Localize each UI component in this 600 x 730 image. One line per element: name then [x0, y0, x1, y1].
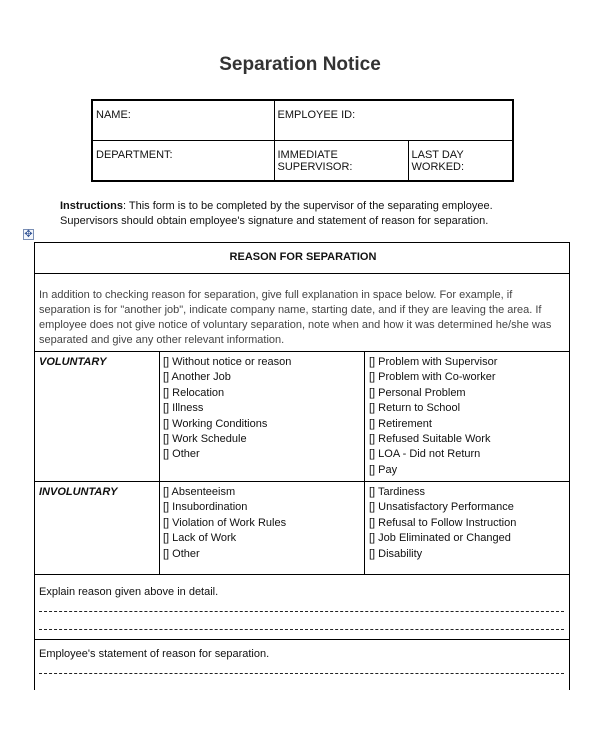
- checkbox-option[interactable]: [] Retirement: [369, 417, 432, 430]
- checkbox-option[interactable]: [] Problem with Supervisor: [369, 356, 498, 368]
- checkbox-option[interactable]: [] Absenteeism: [163, 486, 236, 498]
- explain-reason-label: Explain reason given above in detail.: [39, 586, 219, 598]
- involuntary-options-right: [369, 485, 516, 562]
- employee-id-label: EMPLOYEE ID:: [277, 109, 356, 121]
- column-divider: [159, 351, 160, 575]
- checkbox-option[interactable]: [] Relocation: [163, 386, 225, 399]
- reason-title: REASON FOR SEPARATION: [229, 251, 377, 263]
- voluntary-options-left: [163, 355, 291, 463]
- employee-id-field[interactable]: [274, 100, 513, 140]
- checkbox-option[interactable]: [] Refused Suitable Work: [369, 432, 491, 445]
- checkbox-option[interactable]: [] Unsatisfactory Performance: [369, 501, 514, 514]
- statement-line[interactable]: [39, 673, 564, 674]
- last-day-field[interactable]: [408, 140, 513, 181]
- checkbox-option[interactable]: [] Personal Problem: [369, 386, 466, 399]
- page-title: Separation Notice: [219, 54, 381, 75]
- checkbox-option[interactable]: [] Refusal to Follow Instruction: [369, 516, 517, 529]
- checkbox-option[interactable]: [] Working Conditions: [163, 417, 268, 430]
- checkbox-option[interactable]: [] Return to School: [369, 402, 461, 415]
- divider: [35, 273, 569, 274]
- explain-line[interactable]: [39, 629, 564, 630]
- instructions-line-2: Supervisors should obtain employee's signature and statement of reason for separation.: [60, 215, 489, 227]
- divider: [35, 639, 569, 640]
- department-label: DEPARTMENT:: [96, 148, 173, 161]
- checkbox-option[interactable]: [] Without notice or reason: [163, 356, 292, 368]
- divider: [35, 481, 569, 482]
- checkbox-option[interactable]: [] Violation of Work Rules: [163, 516, 287, 529]
- voluntary-label: VOLUNTARY: [39, 356, 107, 368]
- checkbox-option[interactable]: [] Insubordination: [163, 501, 248, 514]
- checkbox-option[interactable]: [] Tardiness: [369, 486, 426, 498]
- divider: [35, 351, 569, 352]
- checkbox-option[interactable]: [] Work Schedule: [163, 432, 247, 445]
- supervisor-field[interactable]: [274, 140, 408, 181]
- divider: [35, 574, 569, 575]
- supervisor-label: IMMEDIATE SUPERVISOR:: [277, 148, 353, 173]
- involuntary-label: INVOLUNTARY: [39, 486, 118, 498]
- involuntary-options-left: [163, 485, 286, 562]
- checkbox-option[interactable]: [] Illness: [163, 402, 204, 415]
- checkbox-option[interactable]: [] Other: [163, 547, 200, 560]
- name-label: NAME:: [96, 109, 131, 121]
- department-field[interactable]: [92, 140, 274, 181]
- instructions-line-1: : This form is to be completed by the supervisor of the separating employee.: [122, 200, 493, 212]
- column-divider: [364, 351, 365, 575]
- checkbox-option[interactable]: [] Lack of Work: [163, 532, 237, 545]
- reason-for-separation-box: [34, 242, 570, 690]
- last-day-label: LAST DAY WORKED:: [411, 148, 465, 173]
- checkbox-option[interactable]: [] LOA - Did not Return: [369, 448, 481, 461]
- table-move-handle-icon[interactable]: ✥: [24, 229, 33, 240]
- name-field[interactable]: [92, 100, 274, 140]
- checkbox-option[interactable]: [] Other: [163, 448, 200, 461]
- instructions: [60, 199, 530, 229]
- checkbox-option[interactable]: [] Problem with Co-worker: [369, 371, 496, 384]
- employee-info-table: [91, 99, 514, 182]
- checkbox-option[interactable]: [] Another Job: [163, 371, 231, 384]
- explain-line[interactable]: [39, 611, 564, 612]
- employee-statement-label: Employee's statement of reason for separation.: [39, 648, 270, 660]
- checkbox-option[interactable]: [] Disability: [369, 547, 423, 560]
- voluntary-options-right: [369, 355, 497, 478]
- instructions-heading: Instructions: [60, 200, 123, 212]
- reason-intro-text: In addition to checking reason for separation, give full explanation in space below. For example, if separation is for "another job", indicate company name, starting date, and if they are leaving the area. If employee does not give notice of voluntary separation, note when and how it was determined he/she was separated and give any other relevant information.: [39, 289, 552, 346]
- checkbox-option[interactable]: [] Job Eliminated or Changed: [369, 532, 511, 545]
- checkbox-option[interactable]: [] Pay: [369, 463, 398, 476]
